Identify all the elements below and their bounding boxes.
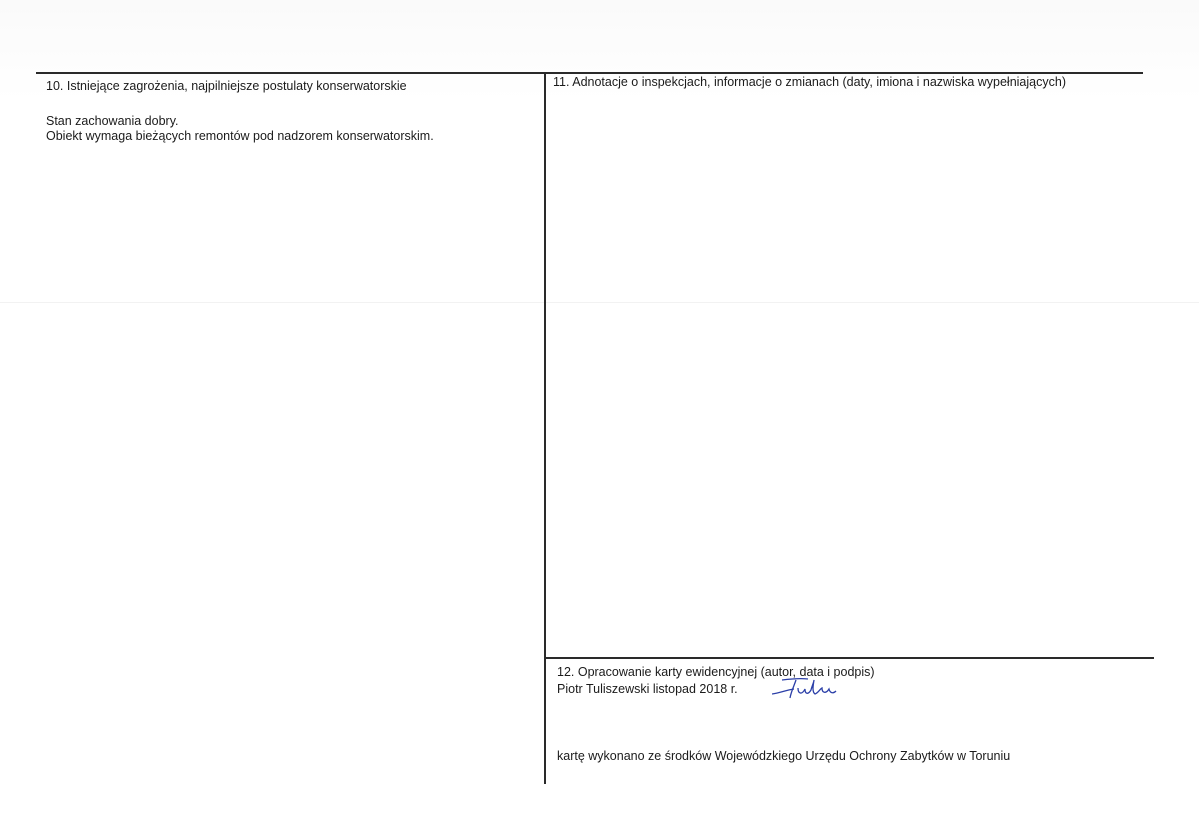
section10-condition-text: Stan zachowania dobry. bbox=[46, 114, 179, 128]
signature-stroke-icon bbox=[772, 676, 842, 702]
top-rule bbox=[36, 72, 1143, 74]
handwritten-signature bbox=[772, 676, 842, 707]
column-divider bbox=[544, 72, 546, 784]
section12-rule bbox=[546, 657, 1154, 659]
section12-funding-note: kartę wykonano ze środków Wojewódzkiego Urzędu Ochrony Zabytków w Toruniu bbox=[557, 749, 1011, 763]
section11-heading: 11. Adnotacje o inspekcjach, informacje o zmianach (daty, imiona i nazwiska wypełniających) bbox=[553, 75, 1066, 89]
scan-fold-mark bbox=[0, 302, 1199, 303]
section10-heading: 10. Istniejące zagrożenia, najpilniejsze postulaty konserwatorskie bbox=[46, 79, 407, 93]
section12-heading: 12. Opracowanie karty ewidencyjnej (autor, data i podpis) bbox=[557, 665, 875, 679]
section10-recommendation-text: Obiekt wymaga bieżących remontów pod nadzorem konserwatorskim. bbox=[46, 129, 434, 143]
section12-author-line: Piotr Tuliszewski listopad 2018 r. bbox=[557, 682, 738, 696]
